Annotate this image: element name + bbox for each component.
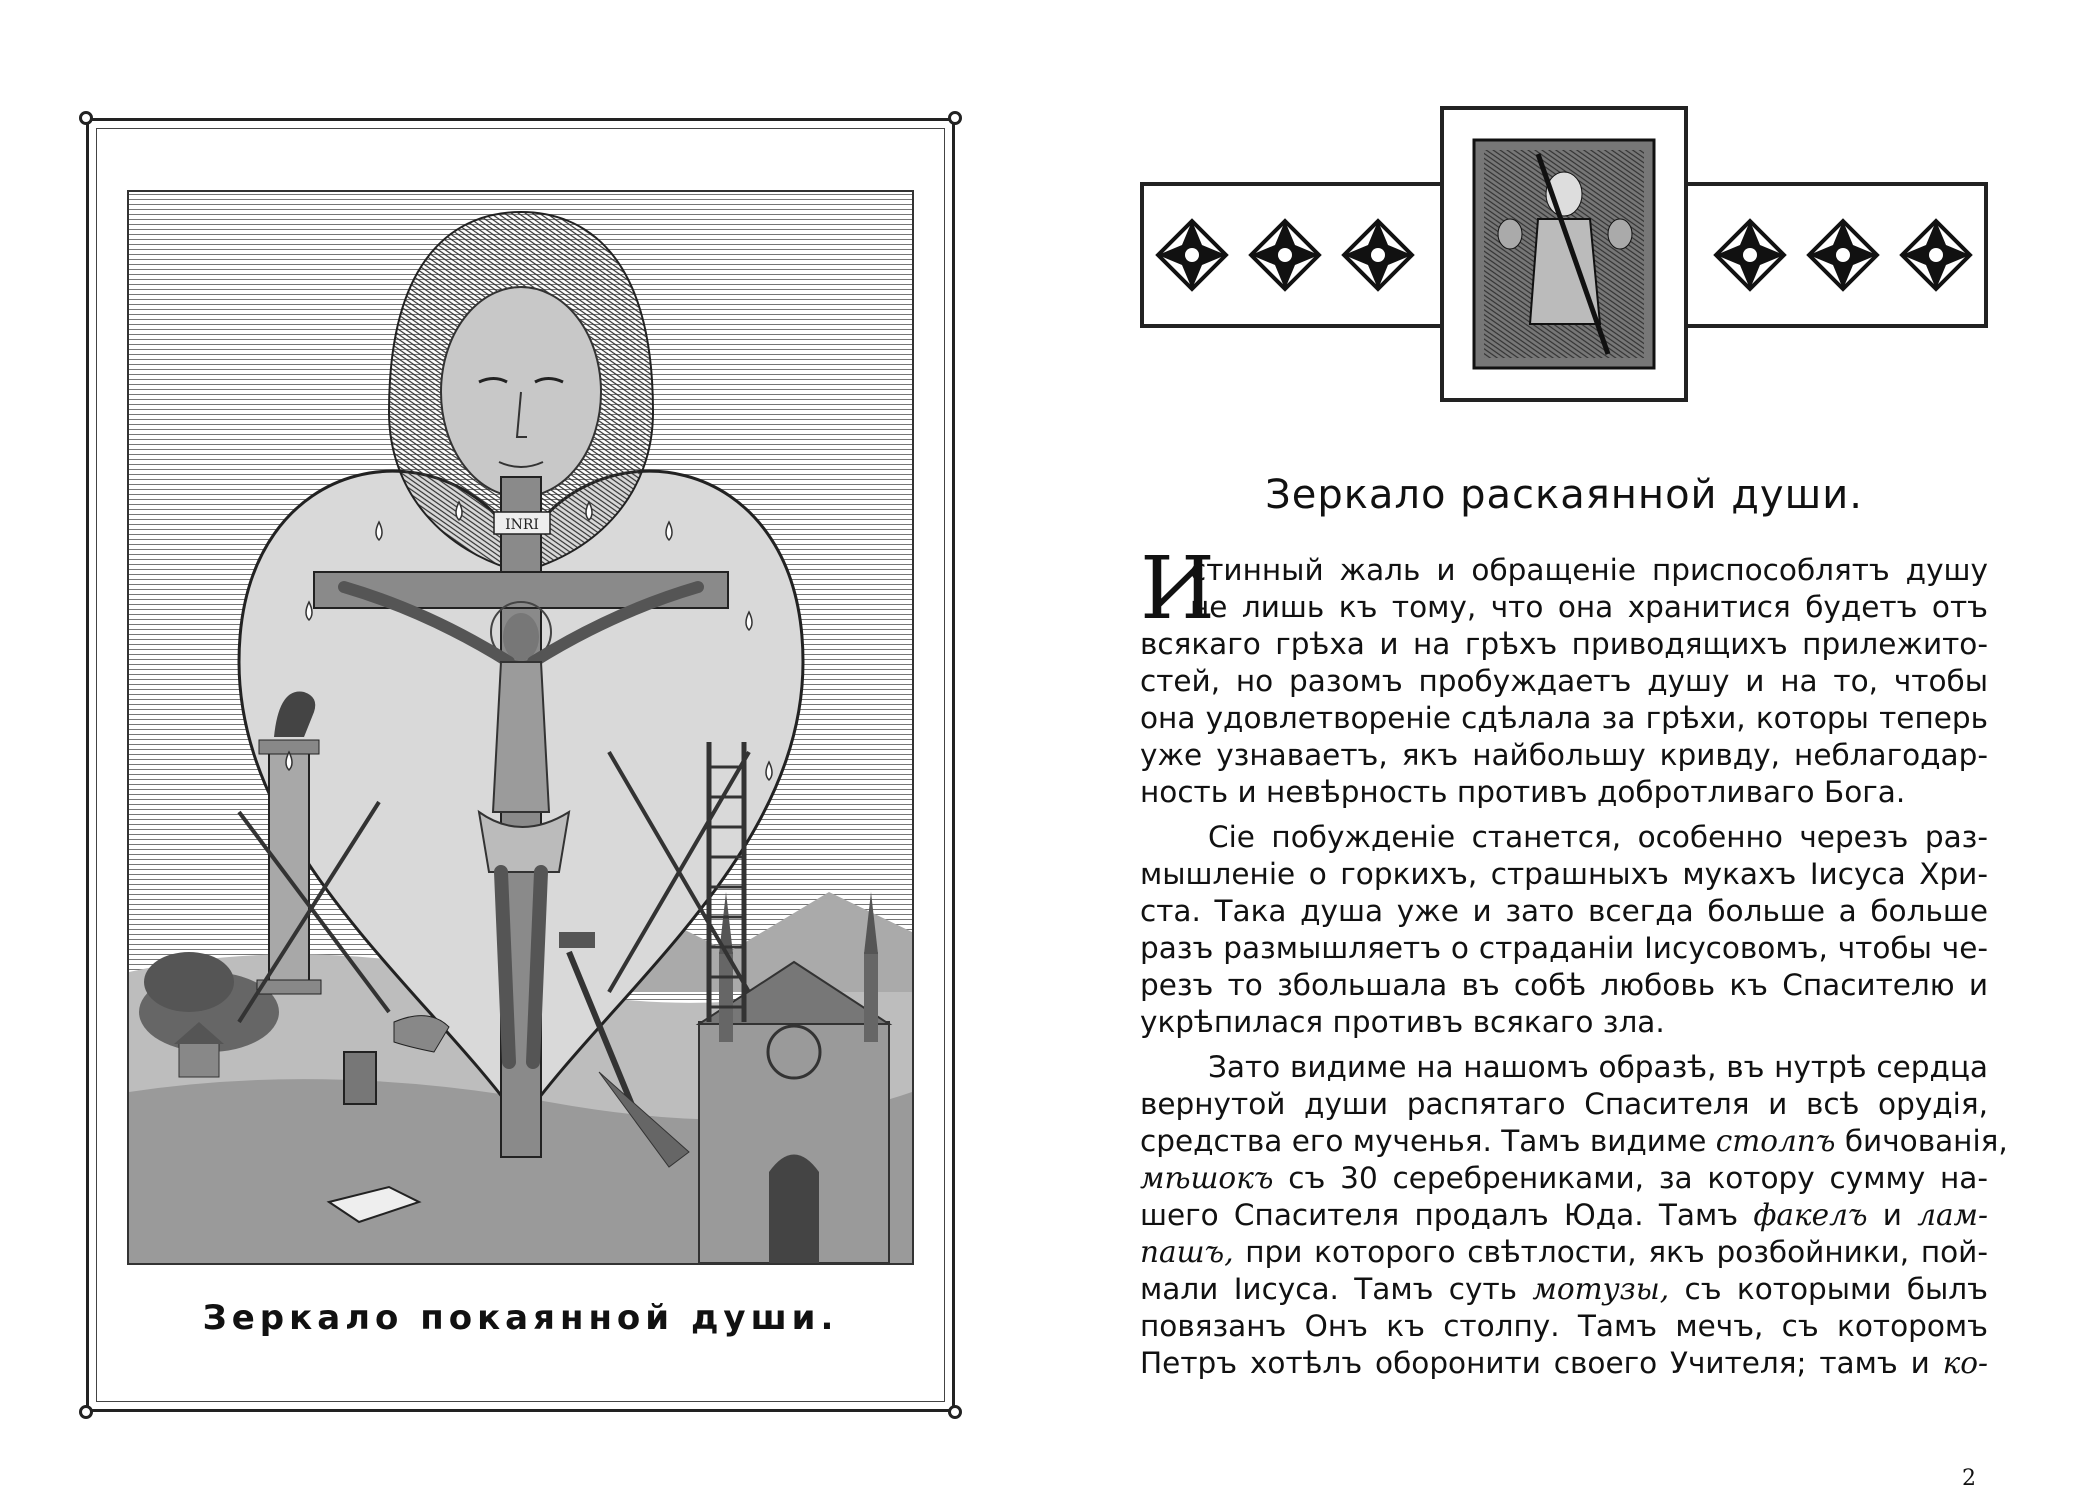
text-line: не лишь къ тому, что она хранитися будетъ отъ (1190, 590, 1988, 624)
text-line: Сіе побужденіе станется, особенно черезъ раз- (1208, 820, 1988, 854)
italic-term: факелъ (1753, 1198, 1868, 1232)
body-text (1140, 539, 2008, 1382)
text-line: всякаго грѣха и на грѣхъ приводящихъ прилежито- (1140, 627, 1988, 661)
text-run: съ которыми былъ (1669, 1272, 1988, 1306)
engraving-plate (127, 190, 914, 1265)
text-line (1140, 1123, 2008, 1160)
text-line: уже узнаваетъ, якъ найбольшу кривду, неблагодар- (1140, 738, 1988, 772)
frame-corner-ornament (79, 1405, 93, 1419)
text-line (1140, 1234, 1988, 1271)
frame-corner-ornament (79, 111, 93, 125)
text-line: ста. Така душа уже и зато всегда больше а больше (1140, 894, 1988, 928)
frame-corner-ornament (948, 1405, 962, 1419)
text-line (1140, 1197, 1988, 1234)
engraving-illustration (129, 192, 912, 1263)
text-line: стинный жаль и обращеніе приспособлятъ душу (1190, 553, 1988, 587)
italic-term: мѣшокъ (1140, 1161, 1274, 1195)
italic-term: мотузы, (1532, 1272, 1670, 1306)
text-line: Зато видиме на нашомъ образѣ, въ нутрѣ сердца (1208, 1050, 1988, 1084)
drop-cap: И (1140, 539, 1215, 639)
frame-corner-ornament (948, 111, 962, 125)
italic-term: лам- (1917, 1198, 1988, 1232)
text-run: мали Іисуса. Тамъ суть (1140, 1272, 1533, 1306)
text-line: мышленіе о горкихъ, страшныхъ мукахъ Іисуса Хри- (1140, 857, 1988, 891)
text-line: разъ размышляетъ о страданіи Іисусовомъ, чтобы че- (1140, 931, 1988, 965)
plate-caption: Зеркало покаянной души. (202, 1298, 839, 1338)
text-run: при которого свѣтлости, якъ розбойники, пой- (1233, 1235, 1988, 1269)
chapter-title: Зеркало раскаянной души. (1265, 472, 1863, 518)
text-line (1140, 1345, 1988, 1382)
italic-term: пашъ, (1140, 1235, 1234, 1269)
italic-term: столпъ (1715, 1124, 1836, 1158)
text-line: резъ то збольшала въ собѣ любовь къ Спасителю и (1140, 968, 1988, 1002)
text-line (1140, 1160, 1988, 1197)
text-run: съ 30 серебрениками, за котору сумму на- (1273, 1161, 1988, 1195)
text-line (1140, 1271, 1988, 1308)
text-line: стей, но разомъ пробуждаетъ душу и на то, чтобы (1140, 664, 1988, 698)
text-line: вернутой души распятаго Спасителя и всѣ орудія, (1140, 1087, 1988, 1121)
ornamental-headpiece (1138, 104, 1990, 404)
text-run: шего Спасителя продалъ Юда. Тамъ (1140, 1198, 1754, 1232)
text-line: повязанъ Онъ къ столпу. Тамъ мечъ, съ которомъ (1140, 1309, 1988, 1343)
text-run: средства его мученья. Тамъ видиме (1140, 1124, 1716, 1158)
text-run: Петръ хотѣлъ оборонити своего Учителя; тамъ и (1140, 1346, 1943, 1380)
text-line: укрѣпилася противъ всякаго зла. (1140, 1005, 1665, 1039)
text-line: ность и невѣрность противъ добротливаго Бога. (1140, 775, 1906, 809)
page-number: 2 (1962, 1466, 1976, 1491)
cross-inscription: INRI (505, 517, 539, 533)
text-line: она удовлетвореніе сдѣлала за грѣхи, которы теперь (1140, 701, 1988, 735)
text-run: бичованія, (1835, 1124, 2008, 1158)
italic-term: ко- (1942, 1346, 1988, 1380)
text-run: и (1867, 1198, 1918, 1232)
headpiece-ornament (1138, 104, 1990, 404)
